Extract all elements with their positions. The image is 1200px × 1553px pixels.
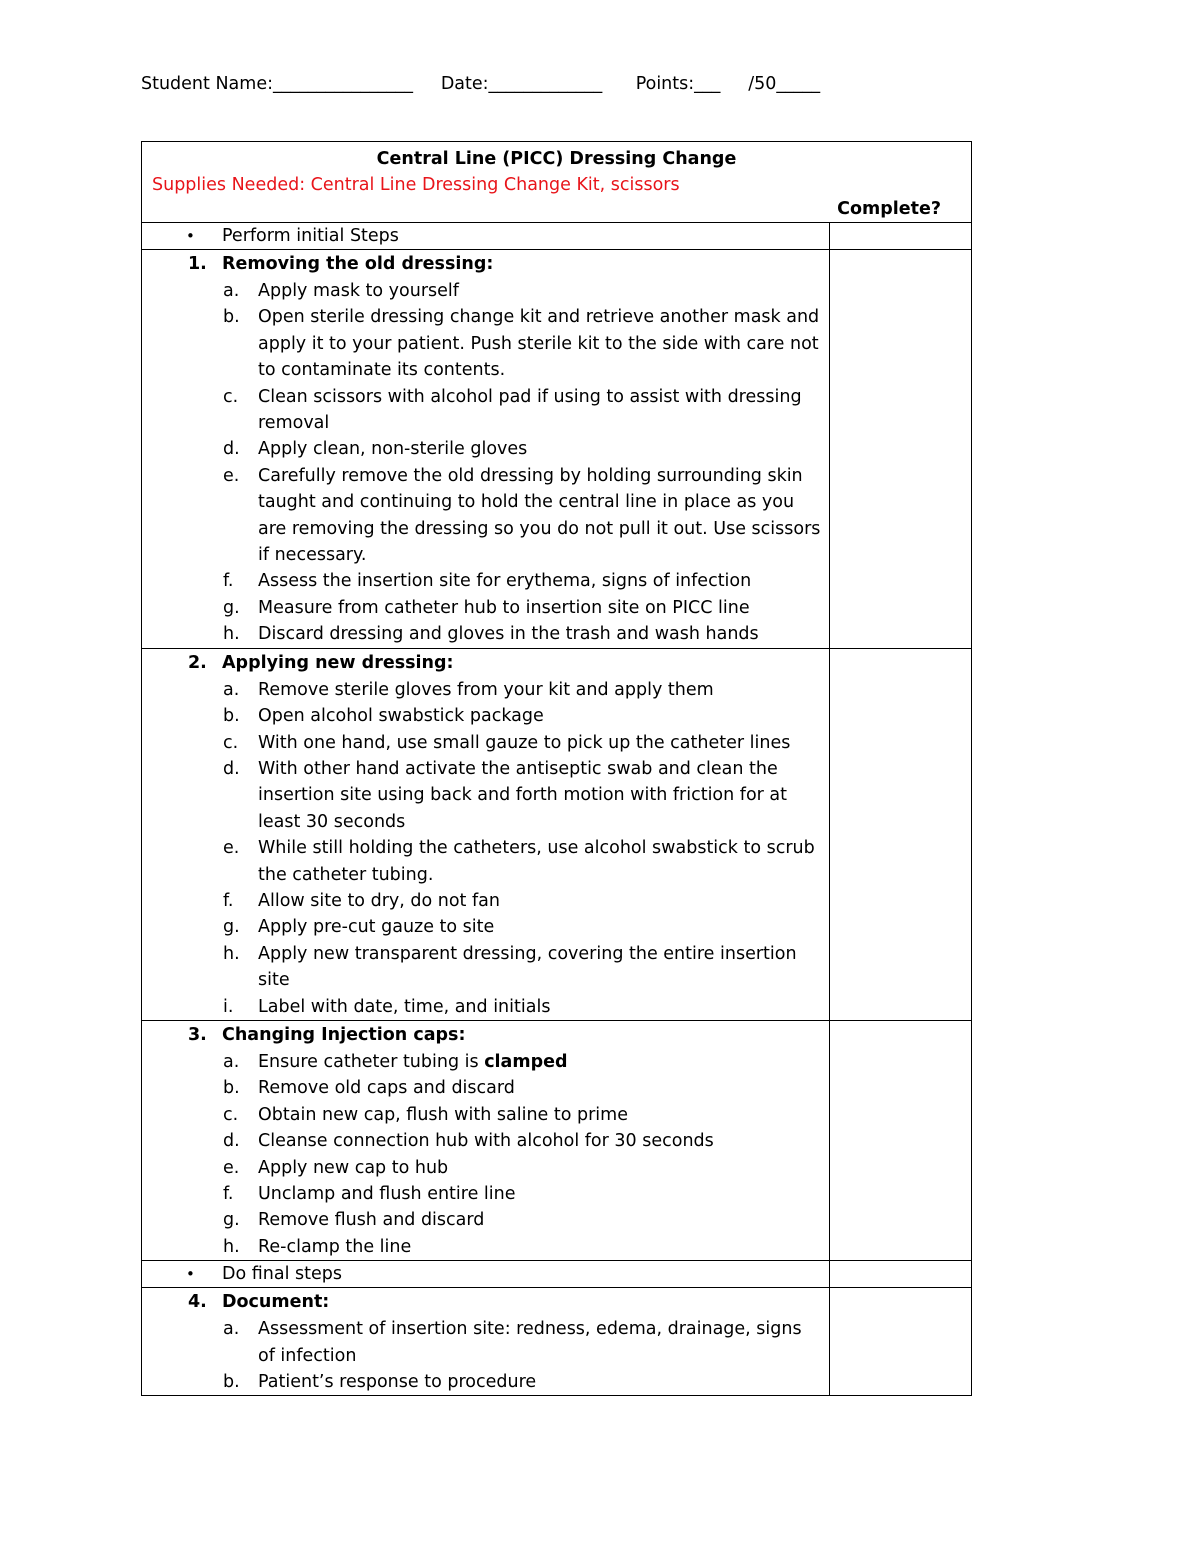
section-title: Changing Injection caps: bbox=[222, 1024, 466, 1045]
step-list bbox=[142, 1316, 829, 1395]
student-name-field: Student Name:________________ bbox=[141, 74, 413, 94]
header-line bbox=[141, 74, 820, 94]
section-number: 2. bbox=[188, 652, 207, 673]
step-letter: e. bbox=[223, 838, 240, 859]
complete-checkbox-cell[interactable] bbox=[830, 1020, 972, 1260]
step-text: Apply new transparent dressing, covering the entire insertion site bbox=[258, 943, 797, 991]
step-text: Measure from catheter hub to insertion site on PICC line bbox=[258, 597, 750, 618]
list-item bbox=[142, 1234, 829, 1260]
step-letter: a. bbox=[223, 1319, 240, 1340]
list-item bbox=[142, 1369, 829, 1395]
step-text: Apply pre-cut gauze to site bbox=[258, 917, 495, 938]
list-item bbox=[142, 756, 829, 835]
supplies-needed: Supplies Needed: Central Line Dressing Change Kit, scissors bbox=[152, 175, 680, 195]
section-heading bbox=[142, 649, 829, 677]
step-letter: h. bbox=[223, 1236, 240, 1257]
step-text: Open sterile dressing change kit and retrieve another mask and apply it to your patient. Push sterile kit to the side with care not to contaminate its contents. bbox=[258, 307, 820, 381]
step-text: Re-clamp the line bbox=[258, 1236, 412, 1257]
list-item bbox=[142, 1049, 829, 1075]
step-text: While still holding the catheters, use alcohol swabstick to scrub the catheter tubing. bbox=[258, 838, 815, 885]
step-letter: h. bbox=[223, 624, 240, 645]
step-letter: a. bbox=[223, 679, 240, 700]
step-text: Remove sterile gloves from your kit and apply them bbox=[258, 679, 714, 700]
complete-checkbox-cell[interactable] bbox=[830, 250, 972, 649]
step-letter: c. bbox=[223, 732, 239, 753]
section-title: Applying new dressing: bbox=[222, 652, 454, 673]
list-item bbox=[142, 384, 829, 437]
step-letter: g. bbox=[223, 1210, 240, 1231]
step-letter: a. bbox=[223, 281, 240, 301]
step-emphasis: clamped bbox=[484, 1051, 568, 1072]
step-letter: g. bbox=[223, 597, 240, 618]
list-item bbox=[142, 278, 829, 304]
section-cell bbox=[142, 250, 830, 649]
list-item bbox=[142, 1316, 829, 1369]
step-letter: d. bbox=[223, 1131, 240, 1152]
list-item bbox=[142, 888, 829, 914]
points-total: /50_____ bbox=[748, 74, 821, 94]
step-letter: f. bbox=[223, 571, 234, 592]
step-text: With one hand, use small gauze to pick up the catheter lines bbox=[258, 732, 791, 753]
list-item bbox=[142, 941, 829, 994]
step-letter: e. bbox=[223, 465, 240, 486]
step-letter: e. bbox=[223, 1157, 240, 1178]
list-item bbox=[142, 994, 829, 1020]
title-row bbox=[142, 142, 972, 223]
step-text: Assess the insertion site for erythema, signs of infection bbox=[258, 571, 752, 592]
step-letter: b. bbox=[223, 1372, 240, 1393]
step-text: Cleanse connection hub with alcohol for 30 seconds bbox=[258, 1131, 714, 1152]
step-text: Ensure catheter tubing is bbox=[258, 1051, 485, 1072]
section-cell bbox=[142, 1020, 830, 1260]
complete-checkbox-cell[interactable] bbox=[830, 223, 972, 250]
list-item bbox=[142, 835, 829, 888]
step-letter: c. bbox=[223, 1104, 239, 1125]
complete-column-header: Complete? bbox=[837, 199, 941, 219]
bullet-marker: • bbox=[186, 1265, 195, 1284]
section-number: 4. bbox=[188, 1292, 207, 1313]
list-item bbox=[142, 1075, 829, 1101]
step-text: Remove old caps and discard bbox=[258, 1078, 515, 1099]
section-heading bbox=[142, 1021, 829, 1049]
section-row-2 bbox=[142, 648, 972, 1020]
step-letter: h. bbox=[223, 943, 240, 964]
section-row-1 bbox=[142, 250, 972, 649]
step-text: Apply mask to yourself bbox=[258, 281, 459, 301]
section-cell bbox=[142, 1288, 830, 1396]
step-text: Patient’s response to procedure bbox=[258, 1372, 537, 1393]
step-text: Unclamp and flush entire line bbox=[258, 1184, 516, 1204]
step-letter: i. bbox=[223, 996, 234, 1017]
step-text: Apply new cap to hub bbox=[258, 1157, 449, 1178]
step-text: Open alcohol swabstick package bbox=[258, 706, 544, 727]
list-item bbox=[142, 730, 829, 756]
list-item bbox=[142, 463, 829, 569]
step-list bbox=[142, 1049, 829, 1260]
list-item bbox=[142, 1128, 829, 1154]
list-item bbox=[142, 914, 829, 940]
bullet-marker: • bbox=[186, 227, 195, 245]
step-letter: f. bbox=[223, 1184, 234, 1204]
checklist-table bbox=[141, 141, 972, 1396]
step-letter: g. bbox=[223, 917, 240, 938]
step-letter: a. bbox=[223, 1051, 240, 1072]
list-item bbox=[142, 1181, 829, 1207]
step-text: Remove flush and discard bbox=[258, 1210, 485, 1231]
list-item bbox=[142, 304, 829, 383]
initial-steps-text: Perform initial Steps bbox=[222, 226, 399, 246]
title-cell bbox=[142, 142, 972, 223]
checklist-title: Central Line (PICC) Dressing Change bbox=[376, 149, 737, 169]
section-heading bbox=[142, 1288, 829, 1316]
list-item bbox=[142, 677, 829, 703]
section-title: Document: bbox=[222, 1292, 330, 1313]
list-item bbox=[142, 1207, 829, 1233]
step-text: Apply clean, non-sterile gloves bbox=[258, 439, 528, 460]
final-steps-row bbox=[142, 1261, 972, 1288]
section-cell bbox=[142, 648, 830, 1020]
step-text: Carefully remove the old dressing by holding surrounding skin taught and continuing to hold the central line in place as you are removing the dressing so you do not pull it out. Use scissors if necessary. bbox=[258, 465, 821, 566]
section-row-4 bbox=[142, 1288, 972, 1396]
complete-checkbox-cell[interactable] bbox=[830, 1261, 972, 1288]
complete-checkbox-cell[interactable] bbox=[830, 1288, 972, 1396]
step-letter: d. bbox=[223, 439, 240, 460]
step-letter: d. bbox=[223, 758, 240, 779]
initial-steps-row bbox=[142, 223, 972, 250]
step-letter: b. bbox=[223, 706, 240, 727]
step-letter: b. bbox=[223, 307, 240, 328]
step-list bbox=[142, 278, 829, 648]
complete-checkbox-cell[interactable] bbox=[830, 648, 972, 1020]
step-text: Clean scissors with alcohol pad if using to assist with dressing removal bbox=[258, 386, 802, 434]
step-text: Label with date, time, and initials bbox=[258, 996, 551, 1017]
step-text: Discard dressing and gloves in the trash and wash hands bbox=[258, 624, 759, 645]
list-item bbox=[142, 1155, 829, 1181]
date-field: Date:_____________ bbox=[440, 74, 603, 94]
list-item bbox=[142, 621, 829, 647]
step-text: Assessment of insertion site: redness, edema, drainage, signs of infection bbox=[258, 1319, 802, 1366]
step-text: Obtain new cap, flush with saline to prime bbox=[258, 1104, 628, 1125]
final-steps-text: Do final steps bbox=[222, 1264, 342, 1285]
step-letter: b. bbox=[223, 1078, 240, 1099]
step-letter: c. bbox=[223, 386, 239, 407]
step-text: With other hand activate the antiseptic swab and clean the insertion site using back and forth motion with friction for at least 30 seconds bbox=[258, 758, 787, 832]
list-item bbox=[142, 436, 829, 462]
section-title: Removing the old dressing: bbox=[222, 254, 494, 274]
step-text: Allow site to dry, do not fan bbox=[258, 890, 500, 911]
step-letter: f. bbox=[223, 890, 234, 911]
list-item bbox=[142, 595, 829, 621]
list-item bbox=[142, 1102, 829, 1128]
section-heading bbox=[142, 250, 829, 278]
step-list bbox=[142, 677, 829, 1020]
section-number: 3. bbox=[188, 1024, 207, 1045]
points-field: Points:___ bbox=[635, 74, 721, 94]
list-item bbox=[142, 703, 829, 729]
section-row-3 bbox=[142, 1020, 972, 1260]
list-item bbox=[142, 568, 829, 594]
section-number: 1. bbox=[188, 254, 207, 274]
